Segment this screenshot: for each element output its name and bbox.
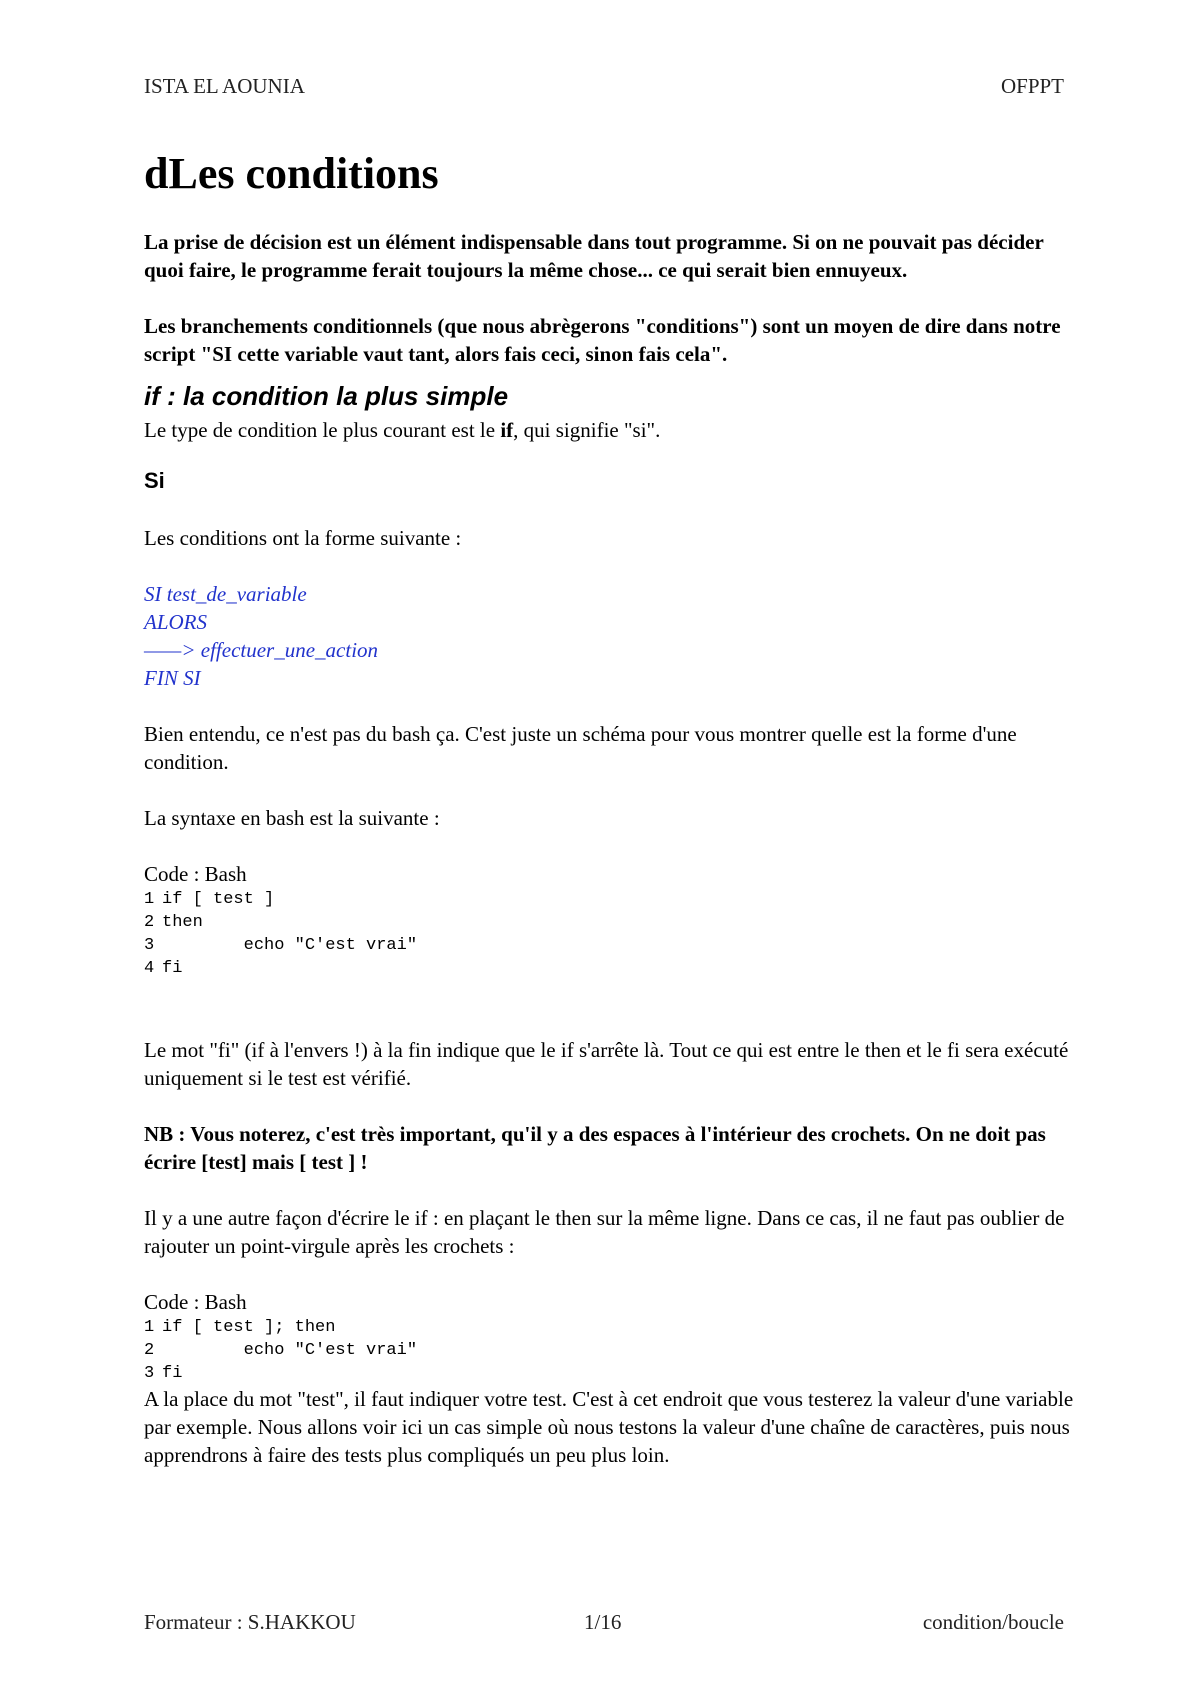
code-text: if [ test ] [162,890,275,909]
alternative-syntax: Il y a une autre façon d'écrire le if : en plaçant le then sur la même ligne. Dans ce cas, il ne faut pas oublier de rajouter un point-virgule après les crochets : [144,1206,1065,1258]
fi-explanation: Le mot "fi" (if à l'envers !) à la fin indique que le if s'arrête là. Tout ce qui est entre le then et le fi sera exécuté uniquement si le test est vérifié. [144,1038,1069,1090]
code-line [144,1362,1074,1385]
code-line [144,1316,1074,1339]
intro-paragraph-1: La prise de décision est un élément indispensable dans tout programme. Si on ne pouvait pas décider quoi faire, le programme ferait toujours la même chose... ce qui serait bien ennuyeux. [144,230,1044,282]
intro-paragraph-2: Les branchements conditionnels (que nous abrègerons "conditions") sont un moyen de dire dans notre script "SI cette variable vaut tant, alors fais ceci, sinon fais cela". [144,314,1061,366]
code-line [144,934,1074,957]
line-number: 1 [144,1318,155,1337]
footer-right: condition/boucle [922,1610,1064,1634]
code-label-1: Code : Bash [144,862,247,886]
code-line [144,888,1074,911]
code-block-1 [144,888,1074,980]
line-number: 2 [144,1341,155,1360]
code-text: echo "C'est vrai" [162,936,418,955]
section-heading-if: if : la condition la plus simple [144,381,509,411]
if-description-start: Le type de condition le plus courant est le [144,418,501,442]
code-text: then [162,913,203,932]
line-number: 1 [144,890,155,909]
line-number: 2 [144,913,155,932]
code-block-2 [144,1316,1074,1385]
header-right: OFPPT [1000,74,1064,98]
schema-explanation: Bien entendu, ce n'est pas du bash ça. C'est juste un schéma pour vous montrer quelle est la forme d'une condition. [144,722,1017,774]
page-footer [144,1610,1064,1635]
page-header [144,74,1064,99]
code-line [144,957,1074,980]
page-number: 1/16 [584,1610,622,1634]
conditions-intro: Les conditions ont la forme suivante : [144,526,462,550]
code-text: echo "C'est vrai" [162,1341,418,1360]
schema-line: ALORS [144,610,207,634]
header-left: ISTA EL AOUNIA [144,74,305,98]
if-description [144,416,1074,444]
page-title: dLes conditions [144,149,439,198]
code-line [144,911,1074,934]
schema-line: FIN SI [144,666,201,690]
footer-left: Formateur : S.HAKKOU [144,1610,356,1634]
line-number: 4 [144,959,155,978]
if-keyword: if [500,418,514,442]
pseudo-code-schema [144,580,1074,692]
code-text: if [ test ]; then [162,1318,336,1337]
if-description-end: , qui signifie "si". [513,418,661,442]
nb-note: NB : Vous noterez, c'est très important, qu'il y a des espaces à l'intérieur des crochets. On ne doit pas écrire [test] mais [ test ] ! [144,1122,1046,1174]
page-body [144,148,1074,1469]
syntax-intro: La syntaxe en bash est la suivante : [144,806,440,830]
code-line [144,1339,1074,1362]
final-paragraph: A la place du mot "test", il faut indiquer votre test. C'est à cet endroit que vous testerez la valeur d'une variable par exemple. Nous allons voir ici un cas simple où nous testons la valeur d'une chaîne de caractères, puis nous apprendrons à faire des tests plus compliqués un peu plus loin. [144,1387,1074,1467]
subheading-si: Si [144,468,165,493]
code-text: fi [162,1364,183,1383]
schema-line: SI test_de_variable [144,582,307,606]
code-label-2: Code : Bash [144,1290,247,1314]
line-number: 3 [144,1364,155,1383]
schema-line: ——> effectuer_une_action [144,638,379,662]
line-number: 3 [144,936,155,955]
code-text: fi [162,959,183,978]
